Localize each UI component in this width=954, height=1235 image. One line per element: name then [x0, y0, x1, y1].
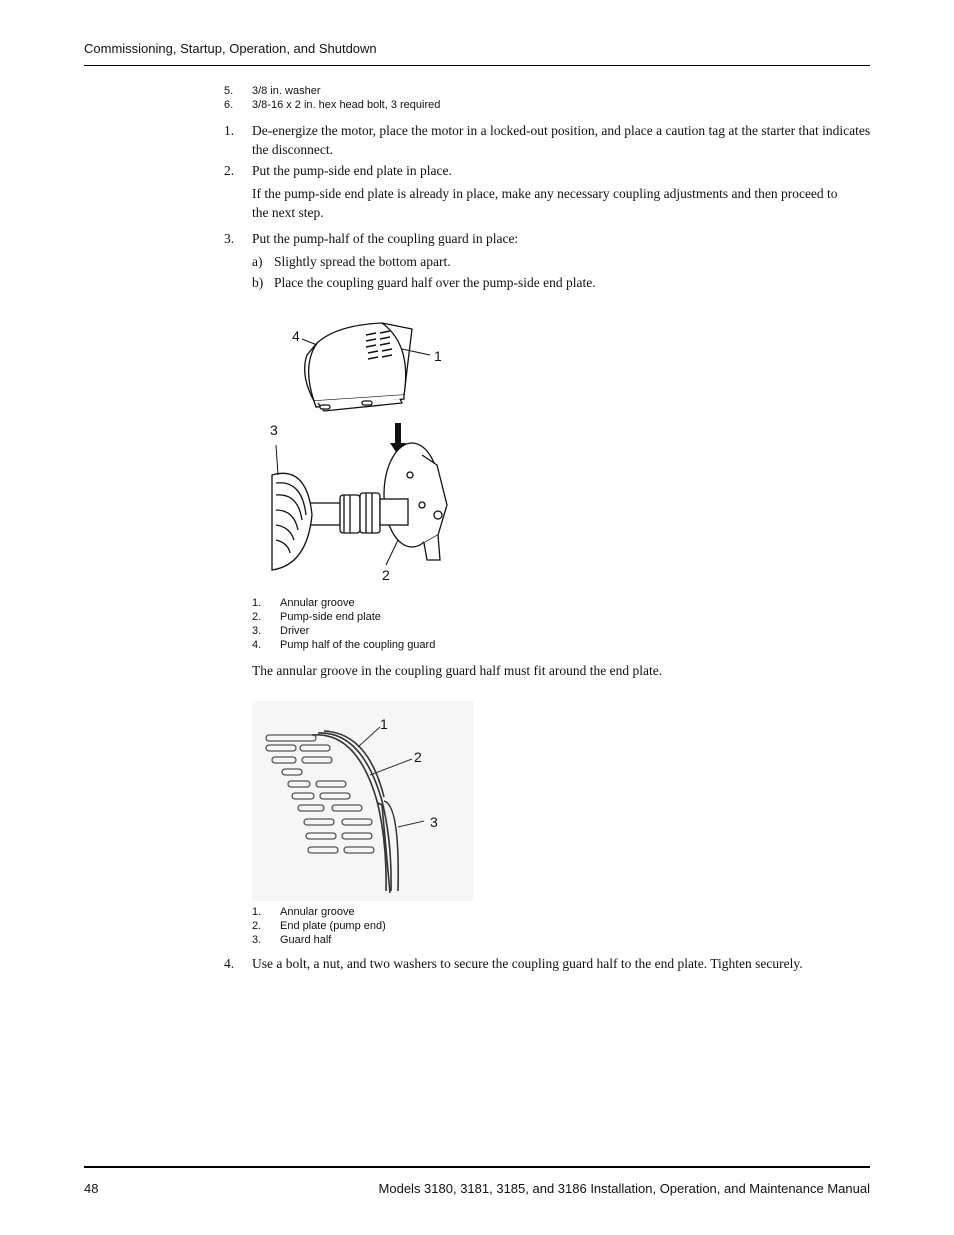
step-3: 3. Put the pump-half of the coupling guard in place: [224, 231, 519, 246]
coupling-guard-figure [262, 315, 482, 590]
guard-half-drawing [305, 323, 412, 411]
list-item: 2. End plate (pump end) [252, 920, 386, 932]
step-2-note: If the pump-side end plate is already in place, make any necessary coupling adjustments and then proceed to the next step. [252, 186, 838, 220]
callout-2: 2 [382, 567, 390, 583]
step-3a: a) Slightly spread the bottom apart. [252, 254, 451, 269]
list-item: 1. Annular groove [252, 597, 355, 609]
list-item: 6. 3/8-16 x 2 in. hex head bolt, 3 required [224, 99, 441, 111]
callout-1: 1 [380, 716, 388, 732]
list-item: 5. 3/8 in. washer [224, 85, 321, 97]
header-rule [84, 65, 870, 66]
list-item: 2. Pump-side end plate [252, 611, 381, 623]
step-2: 2. Put the pump-side end plate in place. [224, 163, 452, 178]
footer-rule [84, 1166, 870, 1168]
callout-2: 2 [414, 749, 422, 765]
list-item: 4. Pump half of the coupling guard [252, 639, 436, 651]
callout-3: 3 [430, 814, 438, 830]
parts-list-continued [224, 84, 440, 112]
figure-2-legend [252, 905, 386, 947]
page-number: 48 [84, 1181, 99, 1196]
manual-title: Models 3180, 3181, 3185, and 3186 Installation, Operation, and Maintenance Manual [378, 1181, 870, 1196]
list-item: 3. Driver [252, 625, 310, 637]
list-item: 3. Guard half [252, 934, 332, 946]
running-header: Commissioning, Startup, Operation, and Shutdown [84, 41, 377, 56]
step-1: 1. De-energize the motor, place the motor in a locked-out position, and place a caution tag at the starter that indicates the disconnect. [224, 123, 871, 157]
callout-3: 3 [270, 422, 278, 438]
step-3b: b) Place the coupling guard half over the pump-side end plate. [252, 275, 596, 290]
callout-1: 1 [434, 348, 442, 364]
callout-4: 4 [292, 328, 300, 344]
annular-groove-note: The annular groove in the coupling guard half must fit around the end plate. [252, 663, 663, 678]
step-4: 4. Use a bolt, a nut, and two washers to secure the coupling guard half to the end plate. Tighten securely. [224, 956, 803, 971]
driver-drawing [272, 473, 312, 570]
figure-1-legend [252, 596, 435, 652]
list-item: 1. Annular groove [252, 906, 355, 918]
figure-background [252, 701, 474, 901]
annular-groove-figure [252, 701, 474, 901]
